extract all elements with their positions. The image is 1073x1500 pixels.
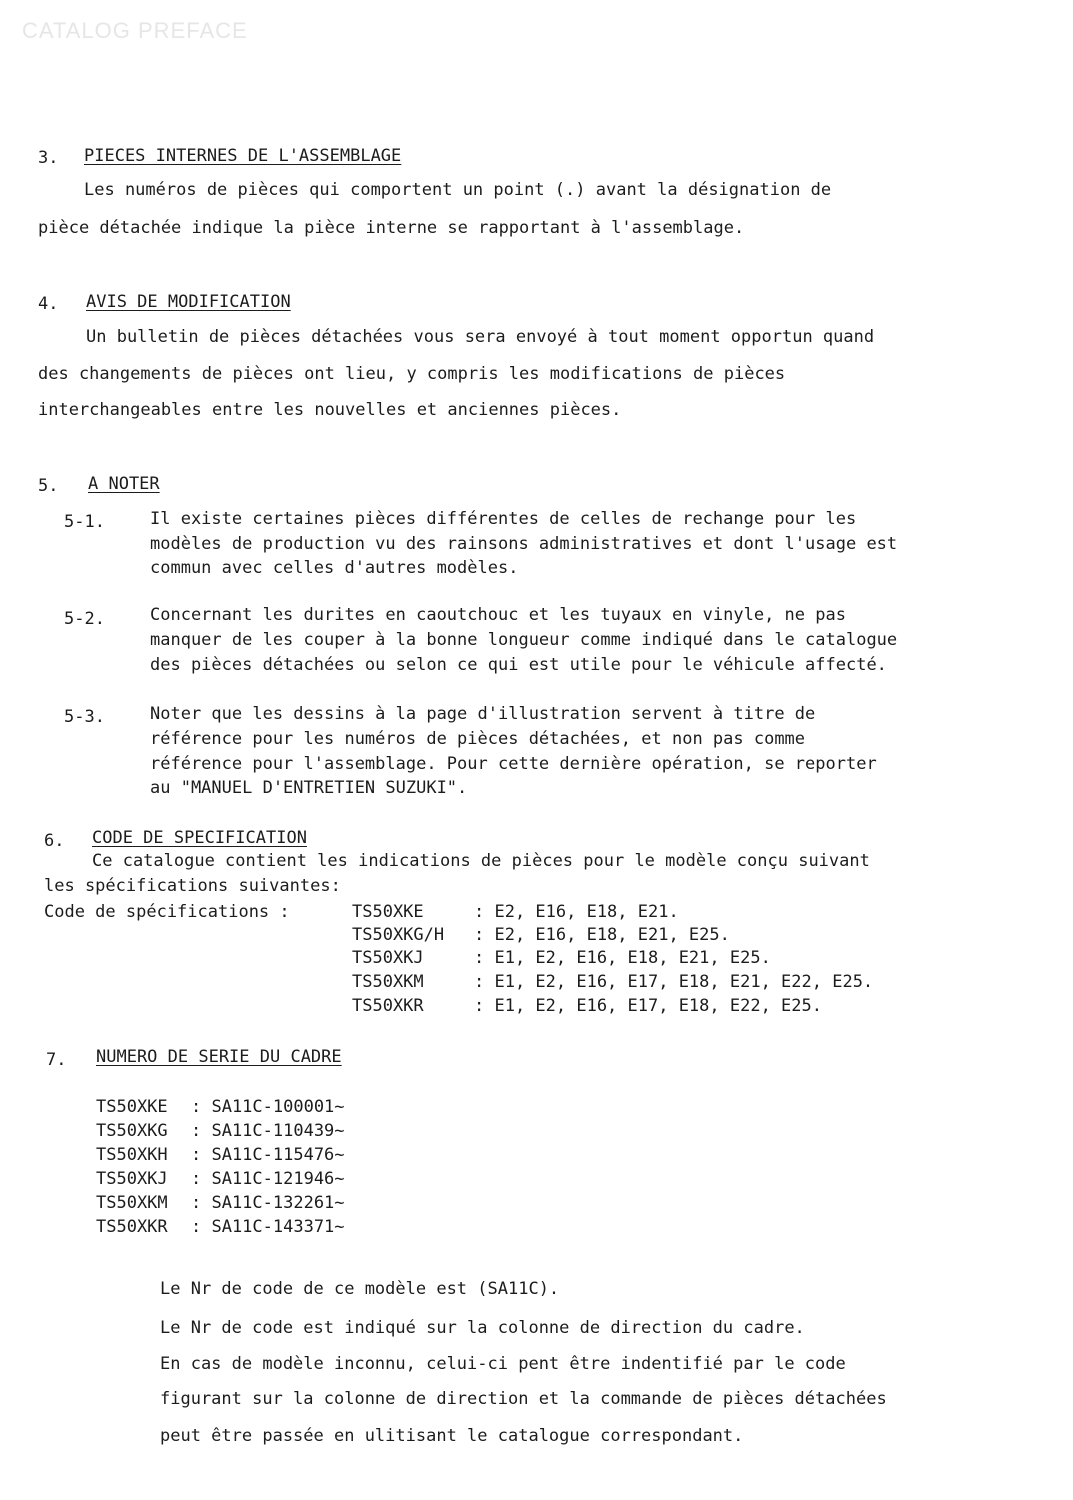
serial-value: : SA11C-121946~ [191,1169,345,1189]
note-item-line: modèles de production vu des rainsons administratives et dont l'usage est [150,534,898,554]
spec-codes: : E2, E16, E18, E21. [474,902,679,922]
spec-model: TS50XKM [352,972,424,992]
serial-note: peut être passée en ulitisant le catalogue correspondant. [160,1426,744,1446]
serial-model: TS50XKG [96,1121,168,1141]
section-5-number: 5. [38,476,59,496]
serial-value: : SA11C-115476~ [191,1145,345,1165]
note-item-line: référence pour l'assemblage. Pour cette dernière opération, se reporter [150,754,877,774]
spec-row [352,972,873,992]
serial-row [96,1217,345,1237]
section-4-title: AVIS DE MODIFICATION [86,292,291,312]
spec-model: TS50XKG/H [352,925,445,945]
section-5-title: A NOTER [88,474,160,494]
section-3-number: 3. [38,148,59,168]
section-7-title: NUMERO DE SERIE DU CADRE [96,1047,342,1067]
serial-row [96,1121,345,1141]
catalog-preface-watermark: CATALOG PREFACE [22,18,248,43]
section-6-title: CODE DE SPECIFICATION [92,828,307,848]
section-4-line: des changements de pièces ont lieu, y compris les modifications de pièces [38,364,786,384]
serial-model: TS50XKJ [96,1169,168,1189]
section-4-number: 4. [38,294,59,314]
note-item-line: commun avec celles d'autres modèles. [150,558,519,578]
note-item-line: manquer de les couper à la bonne longueur comme indiqué dans le catalogue [150,630,898,650]
spec-codes: : E2, E16, E18, E21, E25. [474,925,730,945]
serial-note: En cas de modèle inconnu, celui-ci pent être indentifié par le code [160,1354,846,1374]
spec-codes: : E1, E2, E16, E17, E18, E22, E25. [474,996,822,1016]
spec-model: TS50XKJ [352,948,424,968]
serial-value: : SA11C-110439~ [191,1121,345,1141]
spec-model: TS50XKE [352,902,424,922]
serial-value: : SA11C-143371~ [191,1217,345,1237]
section-6-line: les spécifications suivantes: [44,876,341,896]
serial-note: Le Nr de code de ce modèle est (SA11C). [160,1279,560,1299]
section-6-line: Ce catalogue contient les indications de pièces pour le modèle conçu suivant [92,851,870,871]
serial-note: figurant sur la colonne de direction et la commande de pièces détachées [160,1389,887,1409]
section-4-line: Un bulletin de pièces détachées vous sera envoyé à tout moment opportun quand [86,327,875,347]
serial-value: : SA11C-100001~ [191,1097,345,1117]
section-4-line: interchangeables entre les nouvelles et anciennes pièces. [38,400,622,420]
note-item-line: Il existe certaines pièces différentes de celles de rechange pour les [150,509,857,529]
serial-row [96,1193,345,1213]
note-item-number: 5-3. [64,707,105,727]
serial-note: Le Nr de code est indiqué sur la colonne de direction du cadre. [160,1318,805,1338]
serial-model: TS50XKR [96,1217,168,1237]
serial-model: TS50XKH [96,1145,168,1165]
spec-row [352,948,771,968]
serial-model: TS50XKE [96,1097,168,1117]
note-item-line: référence pour les numéros de pièces détachées, et non pas comme [150,729,806,749]
spec-row [352,996,822,1016]
note-item-number: 5-1. [64,512,105,532]
section-3-title: PIECES INTERNES DE L'ASSEMBLAGE [84,146,402,166]
spec-label: Code de spécifications : [44,902,290,922]
spec-row [352,902,679,922]
spec-codes: : E1, E2, E16, E17, E18, E21, E22, E25. [474,972,874,992]
spec-model: TS50XKR [352,996,424,1016]
section-3-line: pièce détachée indique la pièce interne se rapportant à l'assemblage. [38,218,745,238]
serial-row [96,1097,345,1117]
section-3-line: Les numéros de pièces qui comportent un point (.) avant la désignation de [84,180,832,200]
note-item-line: Concernant les durites en caoutchouc et les tuyaux en vinyle, ne pas [150,605,846,625]
serial-row [96,1169,345,1189]
section-6-number: 6. [44,831,65,851]
spec-row [352,925,730,945]
spec-codes: : E1, E2, E16, E18, E21, E25. [474,948,771,968]
note-item-number: 5-2. [64,609,105,629]
note-item-line: Noter que les dessins à la page d'illustration servent à titre de [150,704,816,724]
note-item-line: des pièces détachées ou selon ce qui est utile pour le véhicule affecté. [150,655,887,675]
serial-model: TS50XKM [96,1193,168,1213]
serial-row [96,1145,345,1165]
serial-value: : SA11C-132261~ [191,1193,345,1213]
note-item-line: au "MANUEL D'ENTRETIEN SUZUKI". [150,778,468,798]
section-7-number: 7. [46,1050,67,1070]
